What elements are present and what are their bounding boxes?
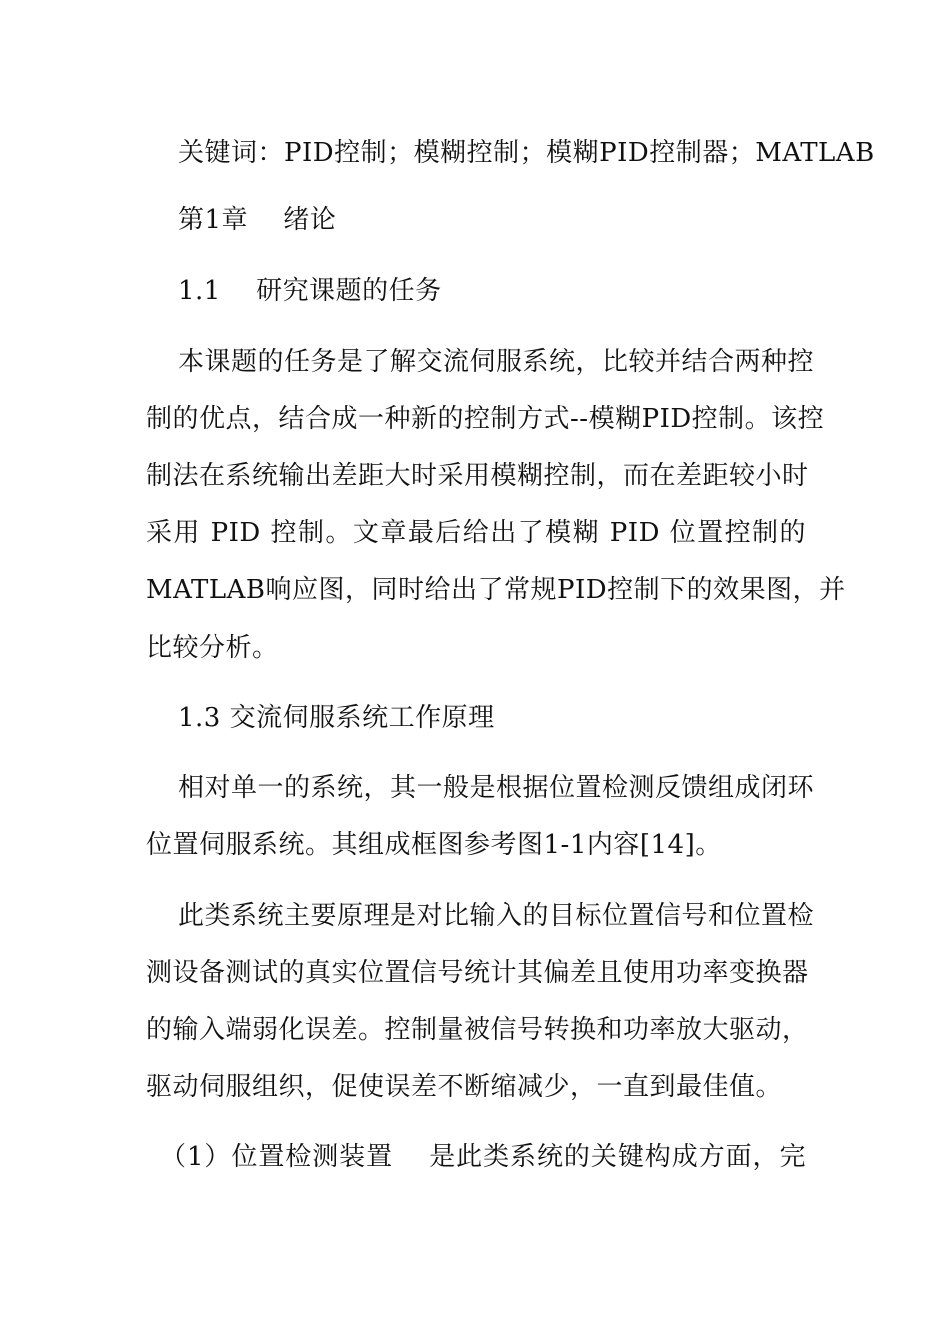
paragraph-line: 的输入端弱化误差。控制量被信号转换和功率放大驱动， <box>146 1015 809 1045</box>
paragraph-line: 比较分析。 <box>146 633 279 663</box>
paragraph-line: 制的优点，结合成一种新的控制方式--模糊PID控制。该控 <box>146 404 825 434</box>
paragraph-line: 位置伺服系统。其组成框图参考图1-1内容[14]。 <box>146 830 722 860</box>
paragraph-line: 驱动伺服组织，促使误差不断缩减少，一直到最佳值。 <box>146 1072 783 1102</box>
section-heading-1-1: 1.1 研究课题的任务 <box>178 276 442 306</box>
paragraph-line: 制法在系统输出差距大时采用模糊控制，而在差距较小时 <box>146 461 809 491</box>
paragraph-line: （1）位置检测装置 是此类系统的关键构成方面，完 <box>160 1142 806 1172</box>
paragraph-line: 相对单一的系统，其一般是根据位置检测反馈组成闭环 <box>178 773 815 803</box>
paragraph-line: 此类系统主要原理是对比输入的目标位置信号和位置检 <box>178 901 815 931</box>
keywords-line: 关键词：PID控制；模糊控制；模糊PID控制器；MATLAB <box>178 138 875 168</box>
paragraph-line: 测设备测试的真实位置信号统计其偏差且使用功率变换器 <box>146 958 809 988</box>
section-heading-1-3: 1.3 交流伺服系统工作原理 <box>178 703 495 733</box>
chapter-heading: 第1章 绪论 <box>178 205 337 235</box>
paragraph-line: MATLAB响应图，同时给出了常规PID控制下的效果图，并 <box>146 575 846 605</box>
paragraph-line: 采用 PID 控制。文章最后给出了模糊 PID 位置控制的 <box>146 518 806 548</box>
paragraph-line: 本课题的任务是了解交流伺服系统，比较并结合两种控 <box>178 347 815 377</box>
